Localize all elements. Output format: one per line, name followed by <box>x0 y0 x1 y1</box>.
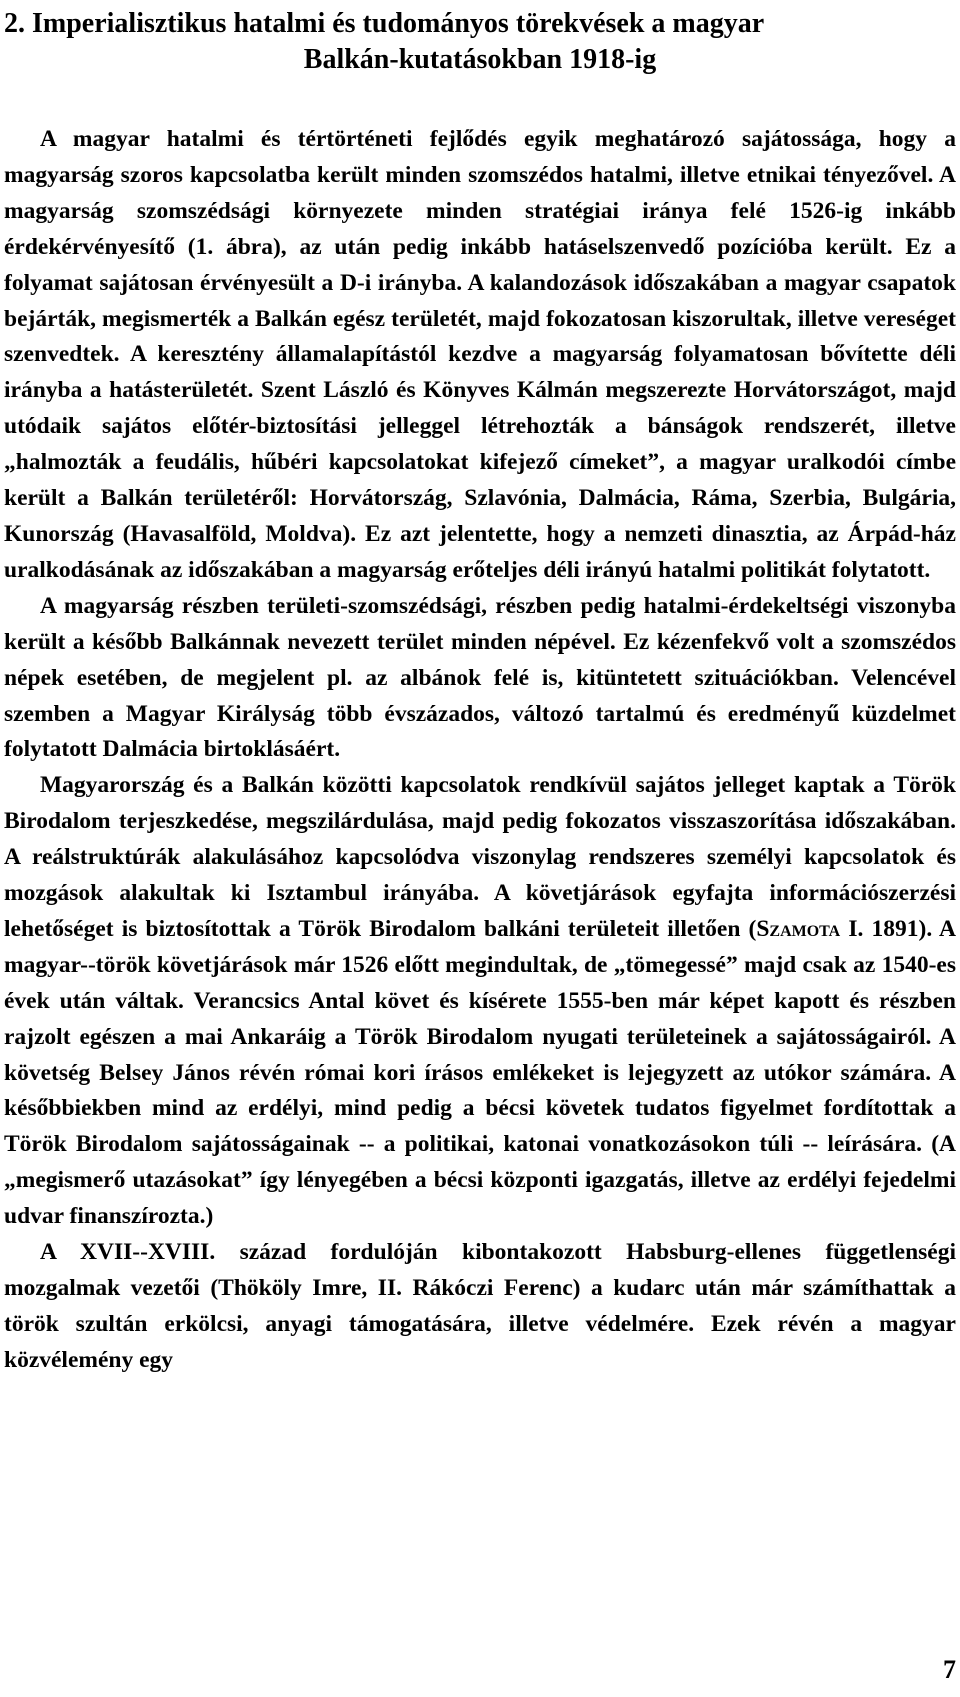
paragraph-3-text-after: I. 1891). A magyar--török követjárások már 1526 előtt megindultak, de „tömegessé” majd csak az 1540-es évek után váltak. Verancsics Antal követ és kísérete 1555-ben már képet kapott és részben rajzolt egészen a mai Ankaráig a Török Birodalom nyugati területeinek a sajátosságairól. A követség Belsey János révén római kori írásos emlékeket is lejegyzett az utókor számára. A későbbiekben mind az erdélyi, mind pedig a bécsi követek tudatos figyelmet fordítottak a Török Birodalom sajátosságainak -- a politikai, katonai vonatkozásokon túli -- leírására. (A „megismerő utazásokat” így lényegében a bécsi központi igazgatás, illetve az erdélyi fejedelmi udvar finanszírozta.) <box>4 915 956 1230</box>
chapter-heading-line-2: Balkán-kutatásokban 1918-ig <box>303 44 657 75</box>
body-text <box>4 122 956 1379</box>
chapter-heading-line-1: 2. Imperialisztikus hatalmi és tudományos törekvések a magyar <box>4 8 765 39</box>
page-number: 7 <box>943 1655 956 1684</box>
paragraph-3-text-before: Magyarország és a Balkán közötti kapcsolatok rendkívül sajátos jelleget kaptak a Török Birodalom terjeszkedése, megszilárdulása, majd pedig fokozatos visszaszorítása időszakában. A reálstruktúrák alakulásához kapcsolódva viszonylag rendszeres személyi kapcsolatok és mozgások alakultak ki Isztambul irányába. A követjárások egyfajta információszerzési lehetőséget is biztosítottak a Török Birodalom balkáni területeit illetően ( <box>4 772 956 942</box>
paragraph-1: A magyar hatalmi és tértörténeti fejlődés egyik meghatározó sajátossága, hogy a magyarság szoros kapcsolatba került minden szomszédos hatalmi, illetve etnikai tényezővel. A magyarság szomszédsági környezete minden stratégiai iránya felé 1526-ig inkább érdekérvényesítő (1. ábra), az után pedig inkább hatáselszenvedő pozícióba került. Ez a folyamat sajátosan érvényesült a D-i irányba. A kalandozások időszakában a magyar csapatok bejárták, megismerték a Balkán egész területét, majd fokozatosan kiszorultak, illetve vereséget szenvedtek. A keresztény államalapítástól kezdve a magyarság folyamatosan bővítette déli irányba a hatásterületét. Szent László és Könyves Kálmán megszerezte Horvátországot, majd utódaik sajátos előtér-biztosítási jelleggel létrehozták a bánságok rendszerét, illetve „halmozták a feudális, hűbéri kapcsolatokat kifejező címeket”, a magyar uralkodói címbe került a Balkán területéről: Horvátország, Szlavónia, Dalmácia, Ráma, Szerbia, Bulgária, Kunország (Havasalföld, Moldva). Ez azt jelentette, hogy a nemzeti dinasztia, az Árpád-ház uralkodásának az időszakában a magyarság erőteljes déli irányú hatalmi politikát folytatott. <box>4 126 956 583</box>
paragraph-4: A XVII--XVIII. század fordulóján kibontakozott Habsburg-ellenes függetlenségi mozgalmak vezetői (Thököly Imre, II. Rákóczi Ferenc) a kudarc után már számíthattak a török szultán erkölcsi, anyagi támogatására, illetve védelmére. Ezek révén a magyar közvélemény egy <box>4 1239 956 1373</box>
paragraph-3 <box>4 768 956 1235</box>
document-page <box>4 0 956 1379</box>
paragraph-2: A magyarság részben területi-szomszédsági, részben pedig hatalmi-érdekeltségi viszonyba került a később Balkánnak nevezett terület minden népével. Ez kézenfekvő volt a szomszédos népek esetében, de megjelent pl. az albánok felé is, kitüntetett szituációkban. Velencével szemben a Magyar Királyság több évszázados, változó tartalmú és eredményű küzdelmet folytatott Dalmácia birtoklásáért. <box>4 592 956 763</box>
citation-author: Szamota <box>756 915 841 942</box>
chapter-heading <box>4 6 956 78</box>
